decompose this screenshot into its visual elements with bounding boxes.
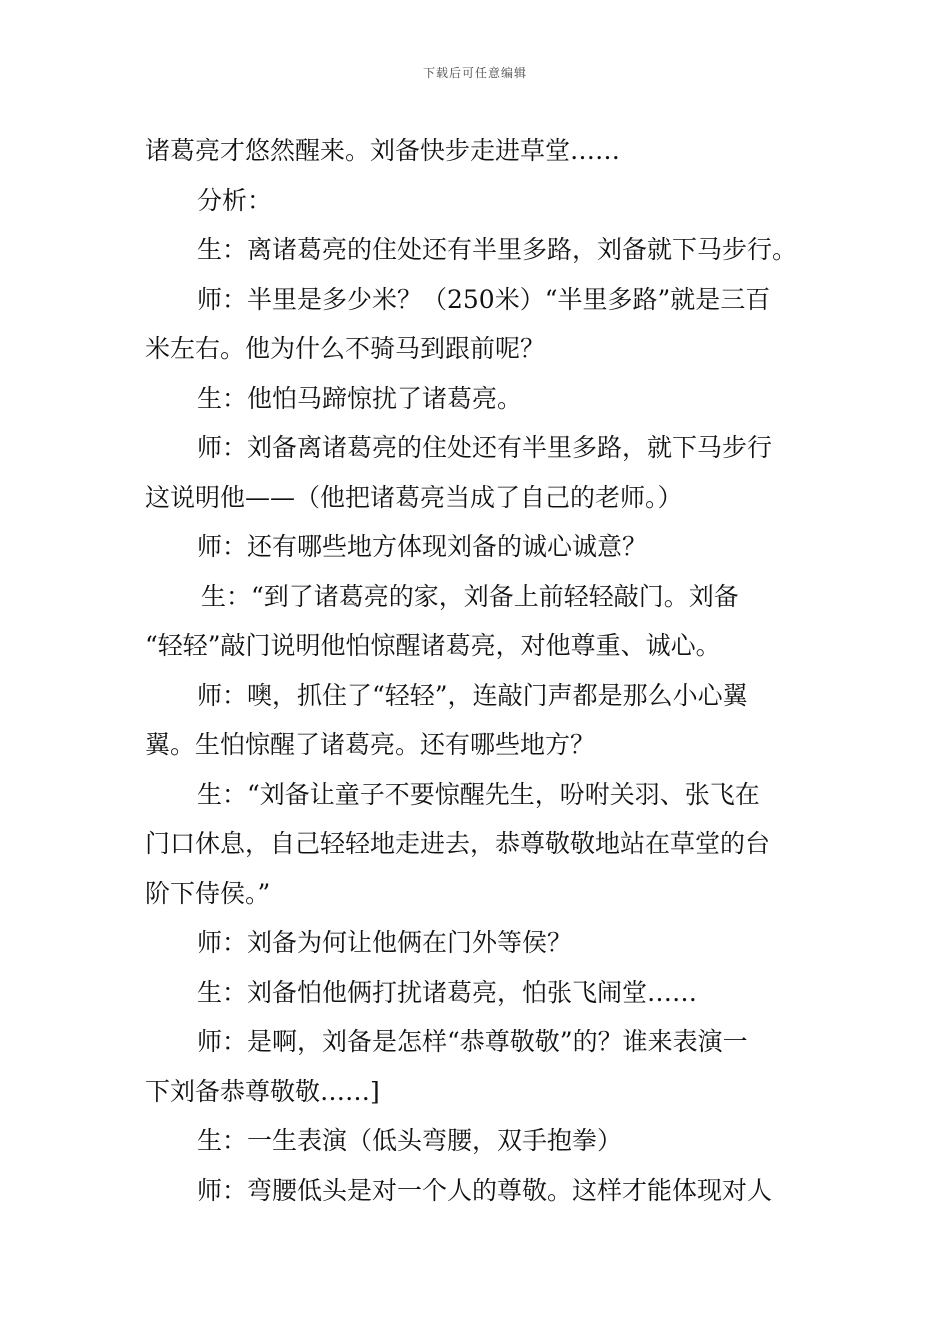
text-line: 师：刘备离诸葛亮的住处还有半里多路，就下马步行: [197, 433, 773, 462]
page-header: 下载后可任意编辑: [422, 66, 527, 80]
text-line: “轻轻”敲门说明他怕惊醒诸葛亮，对他尊重、诚心。: [145, 631, 721, 660]
text-line: 师：半里是多少米？（250米）“半里多路”就是三百: [197, 284, 771, 314]
text-line: 生：“到了诸葛亮的家，刘备上前轻轻敲门。刘备: [201, 581, 739, 611]
text-line: 师：刘备为何让他俩在门外等侯？: [197, 928, 573, 957]
text-line: 生：“刘备让童子不要惊醒先生，吩咐关羽、张飞在: [197, 779, 760, 809]
text-line: 分析：: [197, 185, 273, 215]
text-line: 生：离诸葛亮的住处还有半里多路，刘备就下马步行。: [197, 235, 798, 264]
text-line: 诸葛亮才悠然醒来。刘备快步走进草堂……: [145, 136, 621, 165]
text-line: 师：还有哪些地方体现刘备的诚心诚意？: [197, 532, 648, 561]
text-line: 生：刘备怕他俩打扰诸葛亮，怕张飞闹堂……: [197, 977, 698, 1007]
text-line: 翼。生怕惊醒了诸葛亮。还有哪些地方？: [145, 730, 596, 759]
text-line: 生：一生表演（低头弯腰，双手抱拳）: [197, 1126, 623, 1155]
text-line: 师：是啊，刘备是怎样“恭尊敬敬”的？谁来表演一: [197, 1027, 748, 1056]
text-line: 师：弯腰低头是对一个人的尊敬。这样才能体现对人: [197, 1175, 773, 1205]
text-line: 阶下侍侯。”: [145, 878, 271, 908]
text-line: 下刘备恭尊敬敬……]: [145, 1076, 380, 1106]
text-line: 师：噢，抓住了“轻轻”，连敲门声都是那么小心翼: [197, 680, 748, 710]
text-line: 米左右。他为什么不骑马到跟前呢？: [145, 334, 546, 363]
text-line: 门口休息，自己轻轻地走进去，恭尊敬敬地站在草堂的台: [145, 829, 771, 858]
text-line: 这说明他——（他把诸葛亮当成了自己的老师。）: [145, 482, 683, 512]
document-body: [145, 126, 810, 1215]
text-line: 生：他怕马蹄惊扰了诸葛亮。: [197, 383, 523, 413]
